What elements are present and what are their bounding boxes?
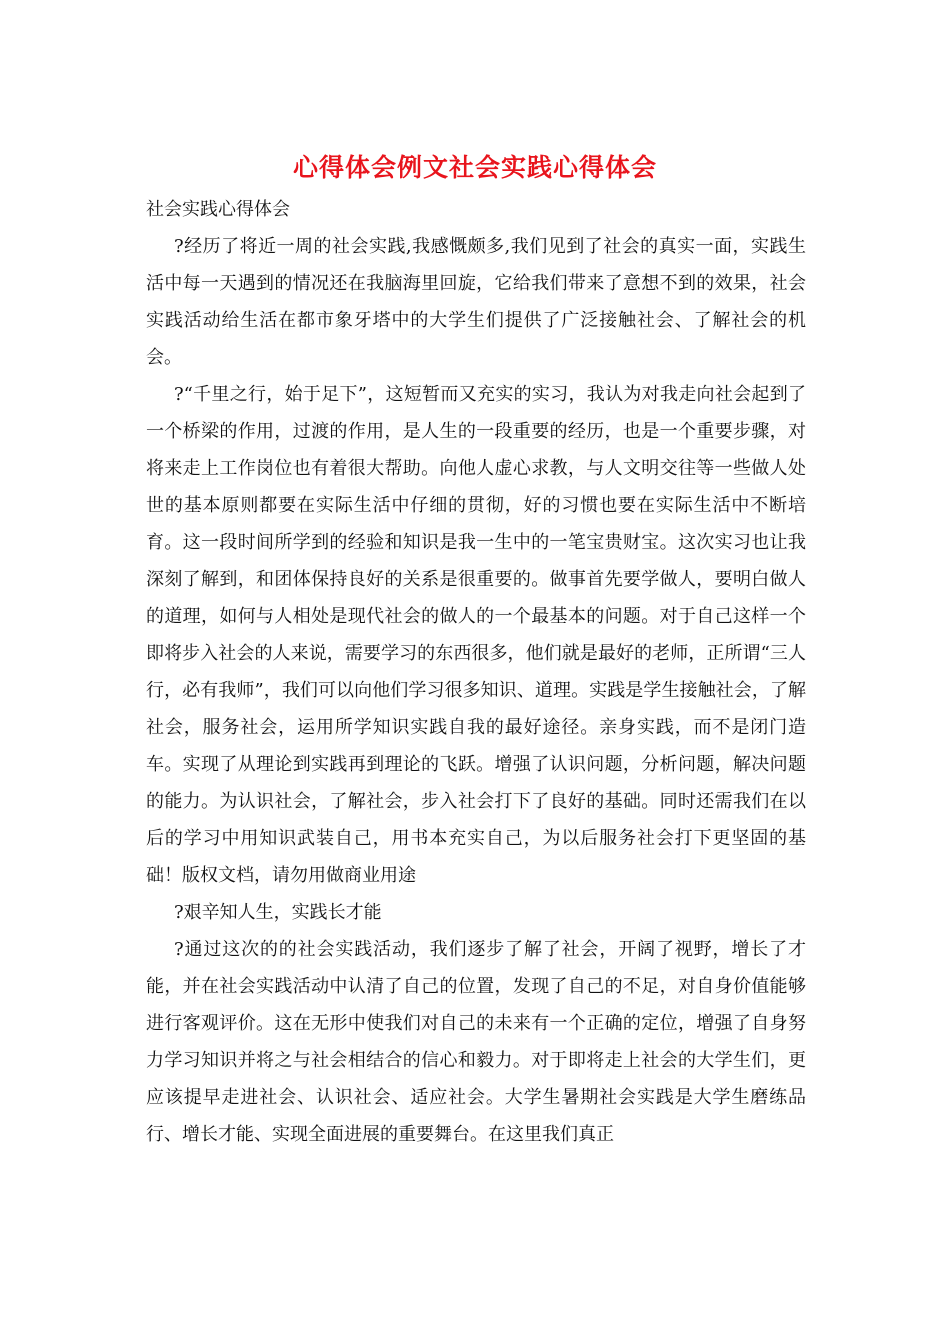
paragraph-3: ?艰辛知人生，实践长才能 [174,902,382,923]
document-body [146,191,806,1153]
paragraph-2: ?“千里之行，始于足下”，这短暂而又充实的实习，我认为对我走向社会起到了一个桥梁的作用，过渡的作用，是人生的一段重要的经历，也是一个重要步骤，对将来走上工作岗位也有着很大帮助。向他人虚心求教，与人文明交往等一些做人处世的基本原则都要在实际生活中仔细的贯彻，好的习惯也要在实际生活中不断培育。这一段时间所学到的经验和知识是我一生中的一笔宝贵财宝。这次实习也让我深刻了解到，和团体保持良好的关系是很重要的。做事首先要学做人，要明白做人的道理，如何与人相处是现代社会的做人的一个最基本的问题。对于自己这样一个即将步入社会的人来说，需要学习的东西很多，他们就是最好的老师，正所谓“三人行，必有我师”，我们可以向他们学习很多知识、道理。实践是学生接触社会，了解社会，服务社会，运用所学知识实践自我的最好途径。亲身实践，而不是闭门造车。实现了从理论到实践再到理论的飞跃。增强了认识问题，分析问题，解决问题的能力。为认识社会，了解社会，步入社会打下了良好的基础。同时还需我们在以后的学习中用知识武装自己，用书本充实自己，为以后服务社会打下更坚固的基础！版权文档，请勿用做商业用途 [146,384,806,886]
document-subtitle: 社会实践心得体会 [146,199,290,220]
document-title: 心得体会例文社会实践心得体会 [292,153,657,182]
paragraph-4: ?通过这次的的社会实践活动，我们逐步了解了社会，开阔了视野，增长了才能，并在社会实践活动中认清了自己的位置，发现了自己的不足，对自身价值能够进行客观评价。这在无形中使我们对自己的未来有一个正确的定位，增强了自身努力学习知识并将之与社会相结合的信心和毅力。对于即将走上社会的大学生们，更应该提早走进社会、认识社会、适应社会。大学生暑期社会实践是大学生磨练品行、增长才能、实现全面进展的重要舞台。在这里我们真正 [146,939,806,1145]
paragraph-1: ?经历了将近一周的社会实践,我感慨颇多,我们见到了社会的真实一面，实践生活中每一天遇到的情况还在我脑海里回旋，它给我们带来了意想不到的效果，社会实践活动给生活在都市象牙塔中的大学生们提供了广泛接触社会、了解社会的机会。 [146,236,806,368]
